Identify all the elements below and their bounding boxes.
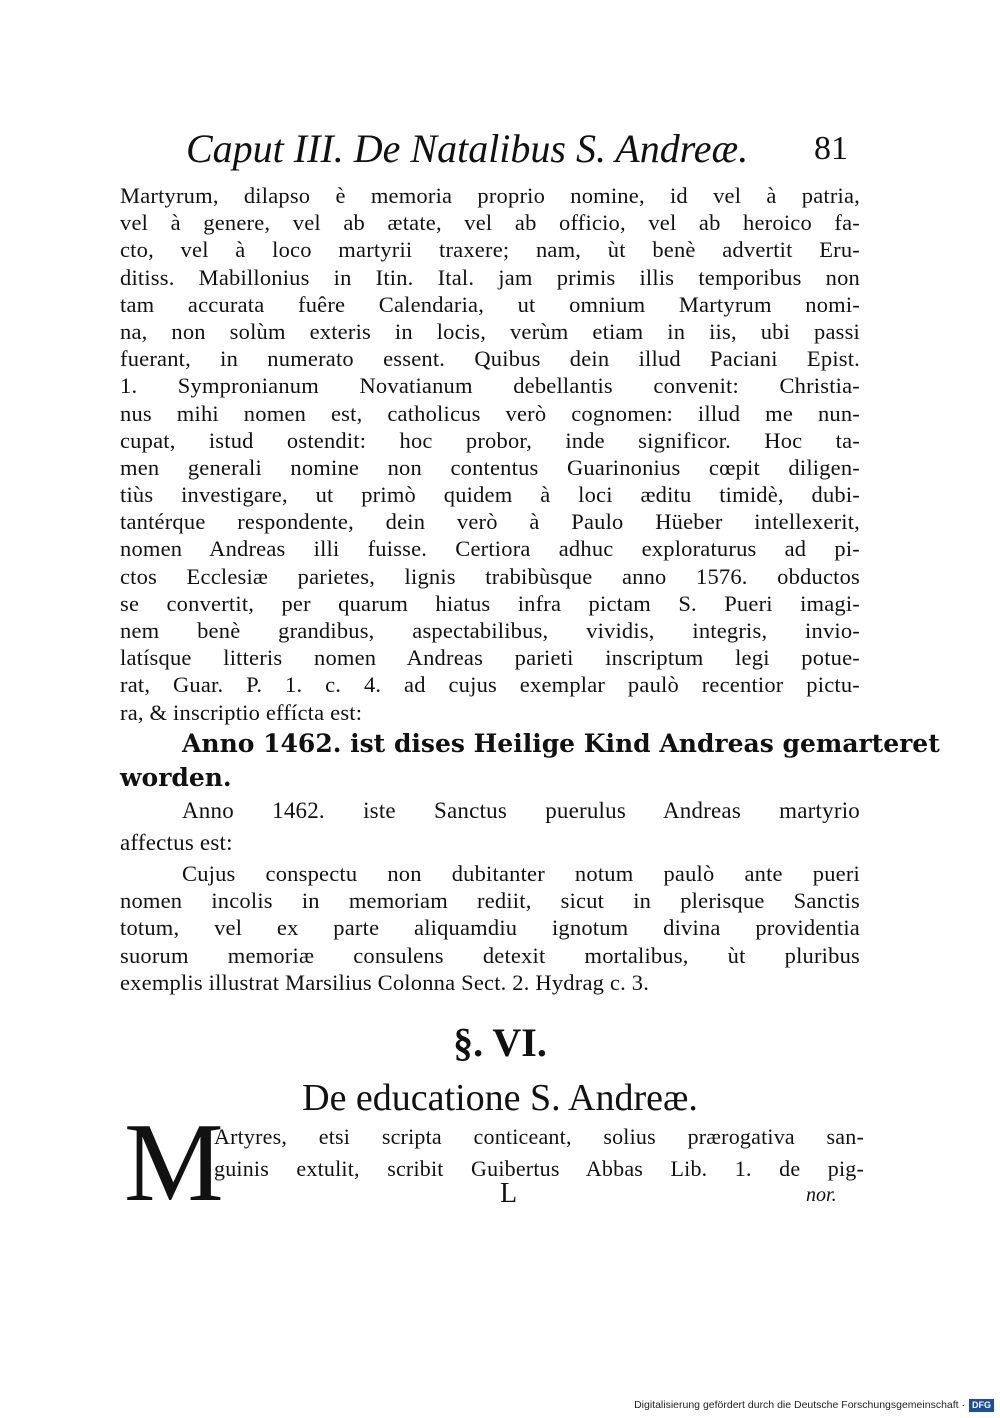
text-line: Cujus conspectu non dubitanter notum paulò ante pueri	[182, 861, 860, 886]
inscription-line: Anno 1462. ist dises Heilige Kind Andreas gemarteret	[182, 729, 940, 758]
text-line: 1. Sympronianum Novatianum debellantis convenit: Christia-	[120, 373, 860, 399]
text-line: nomen incolis in memoriam rediit, sicut in plerisque Sanctis	[120, 888, 860, 914]
text-line: latísque litteris nomen Andreas parieti inscriptum legi potue-	[120, 645, 860, 671]
dfg-logo: DFG	[969, 1399, 994, 1412]
translation-line: affectus est:	[120, 830, 233, 855]
text-line: fuerant, in numerato essent. Quibus dein illud Paciani Epist.	[120, 346, 860, 372]
text-line: ditiss. Mabillonius in Itin. Ital. jam primis illis temporibus non	[120, 264, 860, 290]
text-line: se convertit, per quarum hiatus infra pictam S. Pueri imagi-	[120, 590, 860, 616]
body-paragraph-1	[120, 182, 860, 726]
text-line: na, non solùm exteris in locis, verùm etiam in iis, ubi passi	[120, 318, 860, 344]
text-line: cupat, istud ostendit: hoc probor, inde significor. Hoc ta-	[120, 427, 860, 453]
signature-mark: L	[500, 1178, 518, 1209]
text-line: rat, Guar. P. 1. c. 4. ad cujus exemplar paulò recentior pictu-	[120, 672, 860, 698]
text-line: nomen Andreas illi fuisse. Certiora adhuc exploraturus ad pi-	[120, 536, 860, 562]
text-line: tantérque respondente, dein verò à Paulo Hüeber intellexerit,	[120, 509, 860, 535]
text-line: ctos Ecclesiæ parietes, lignis trabibùsque anno 1576. obductos	[120, 563, 860, 589]
german-inscription	[120, 727, 940, 795]
body-paragraph-2	[120, 860, 860, 996]
text-line: cto, vel à loco martyrii traxere; nam, ùt benè advertit Eru-	[120, 237, 860, 263]
chapter-title: Caput III. De Natalibus S. Andreæ.	[186, 126, 749, 171]
text-line: men generali nomine non contentus Guarinonius cœpit diligen-	[120, 454, 860, 480]
text-line: nus mihi nomen est, catholicus verò cognomen: illud me nun-	[120, 400, 860, 426]
text-line: exemplis illustrat Marsilius Colonna Sect. 2. Hydrag c. 3.	[120, 969, 650, 995]
inscription-line: worden.	[120, 763, 232, 792]
text-line: nem benè grandibus, aspectabilibus, vividis, integris, invio-	[120, 618, 860, 643]
latin-translation	[120, 795, 860, 859]
section-heading: De educatione S. Andreæ.	[302, 1077, 698, 1119]
text-line: totum, vel ex parte aliquamdiu ignotum divina providentia	[120, 915, 860, 941]
text-line: Artyres, etsi scripta conticeant, solius prærogativa san-	[214, 1124, 864, 1149]
text-line: ra, & inscriptio effícta est:	[120, 699, 363, 725]
credit-text: Digitalisierung gefördert durch die Deutsche Forschungsgemeinschaft ·	[634, 1399, 965, 1411]
section-number: §. VI.	[453, 1020, 547, 1065]
text-line: Martyrum, dilapso è memoria proprio nomine, id vel à patria,	[120, 183, 860, 208]
text-line: tam accurata fuêre Calendaria, ut omnium Martyrum nomi-	[120, 291, 860, 317]
digitization-credit	[600, 1397, 994, 1413]
text-line: suorum memoriæ consulens detexit mortalibus, ùt pluribus	[120, 942, 860, 968]
page-number: 81	[814, 130, 848, 167]
drop-capital: M	[124, 1101, 224, 1225]
text-line: tiùs investigare, ut primò quidem à loci æditu timidè, dubi-	[120, 482, 860, 508]
text-line: guinis extulit, scribit Guibertus Abbas Lib. 1. de pig-	[214, 1156, 864, 1181]
text-line: vel à genere, vel ab ætate, vel ab officio, vel ab heroico fa-	[120, 210, 860, 236]
translation-line: Anno 1462. iste Sanctus puerulus Andreas martyrio	[182, 798, 860, 823]
opening-paragraph	[214, 1121, 864, 1185]
catchword: nor.	[806, 1184, 837, 1206]
running-head	[186, 124, 848, 174]
